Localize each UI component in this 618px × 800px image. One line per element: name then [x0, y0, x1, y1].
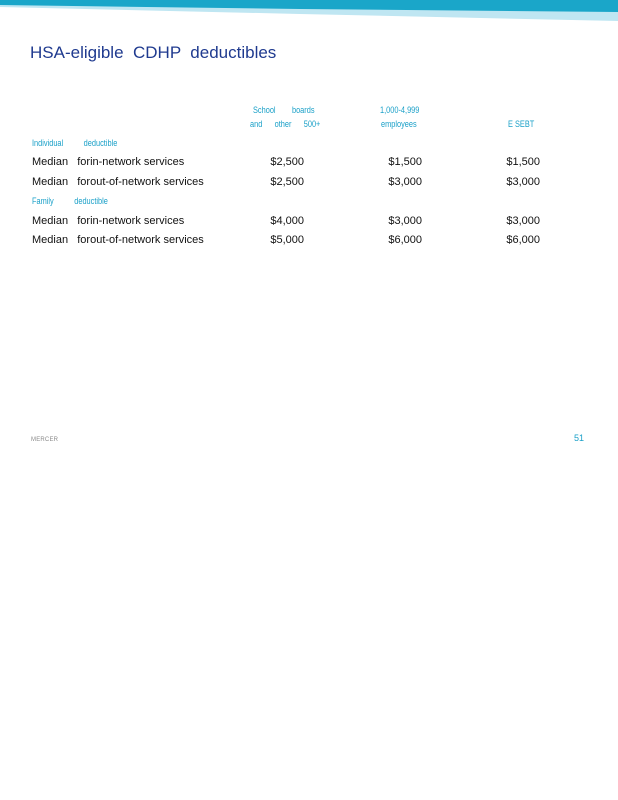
- page-title: HSA-eligible CDHP deductibles: [30, 43, 277, 62]
- table-cell: $4,000: [270, 215, 304, 227]
- table-cell: $3,000: [388, 176, 422, 188]
- table-cell: $2,500: [270, 176, 304, 188]
- table-cell: $1,500: [506, 156, 540, 168]
- table-cell: $3,000: [506, 176, 540, 188]
- section-label-family: Family deductible: [32, 196, 108, 206]
- page-number: 51: [574, 433, 585, 443]
- section-label-individual: Individual deductible: [32, 138, 118, 148]
- column-header-esebt: E SEBT: [508, 119, 535, 129]
- row-label: Median forin-network services: [32, 215, 185, 227]
- table-cell: $6,000: [388, 234, 422, 246]
- table-cell: $5,000: [270, 234, 304, 246]
- table-cell: $2,500: [270, 156, 304, 168]
- table-cell: $3,000: [506, 215, 540, 227]
- column-header-school-boards-line2: and other 500+: [250, 119, 321, 129]
- header-band: [0, 0, 618, 24]
- row-label: Median forin-network services: [32, 156, 185, 168]
- table-cell: $3,000: [388, 215, 422, 227]
- column-header-employees-line2: employees: [381, 119, 417, 129]
- column-header-school-boards-line1: School boards: [253, 105, 315, 115]
- footer-brand: MERCER: [31, 437, 59, 443]
- row-label: Median forout-of-network services: [32, 176, 204, 188]
- row-label: Median forout-of-network services: [32, 234, 204, 246]
- column-header-employees-line1: 1,000-4,999: [380, 105, 420, 115]
- table-cell: $6,000: [506, 234, 540, 246]
- table-cell: $1,500: [388, 156, 422, 168]
